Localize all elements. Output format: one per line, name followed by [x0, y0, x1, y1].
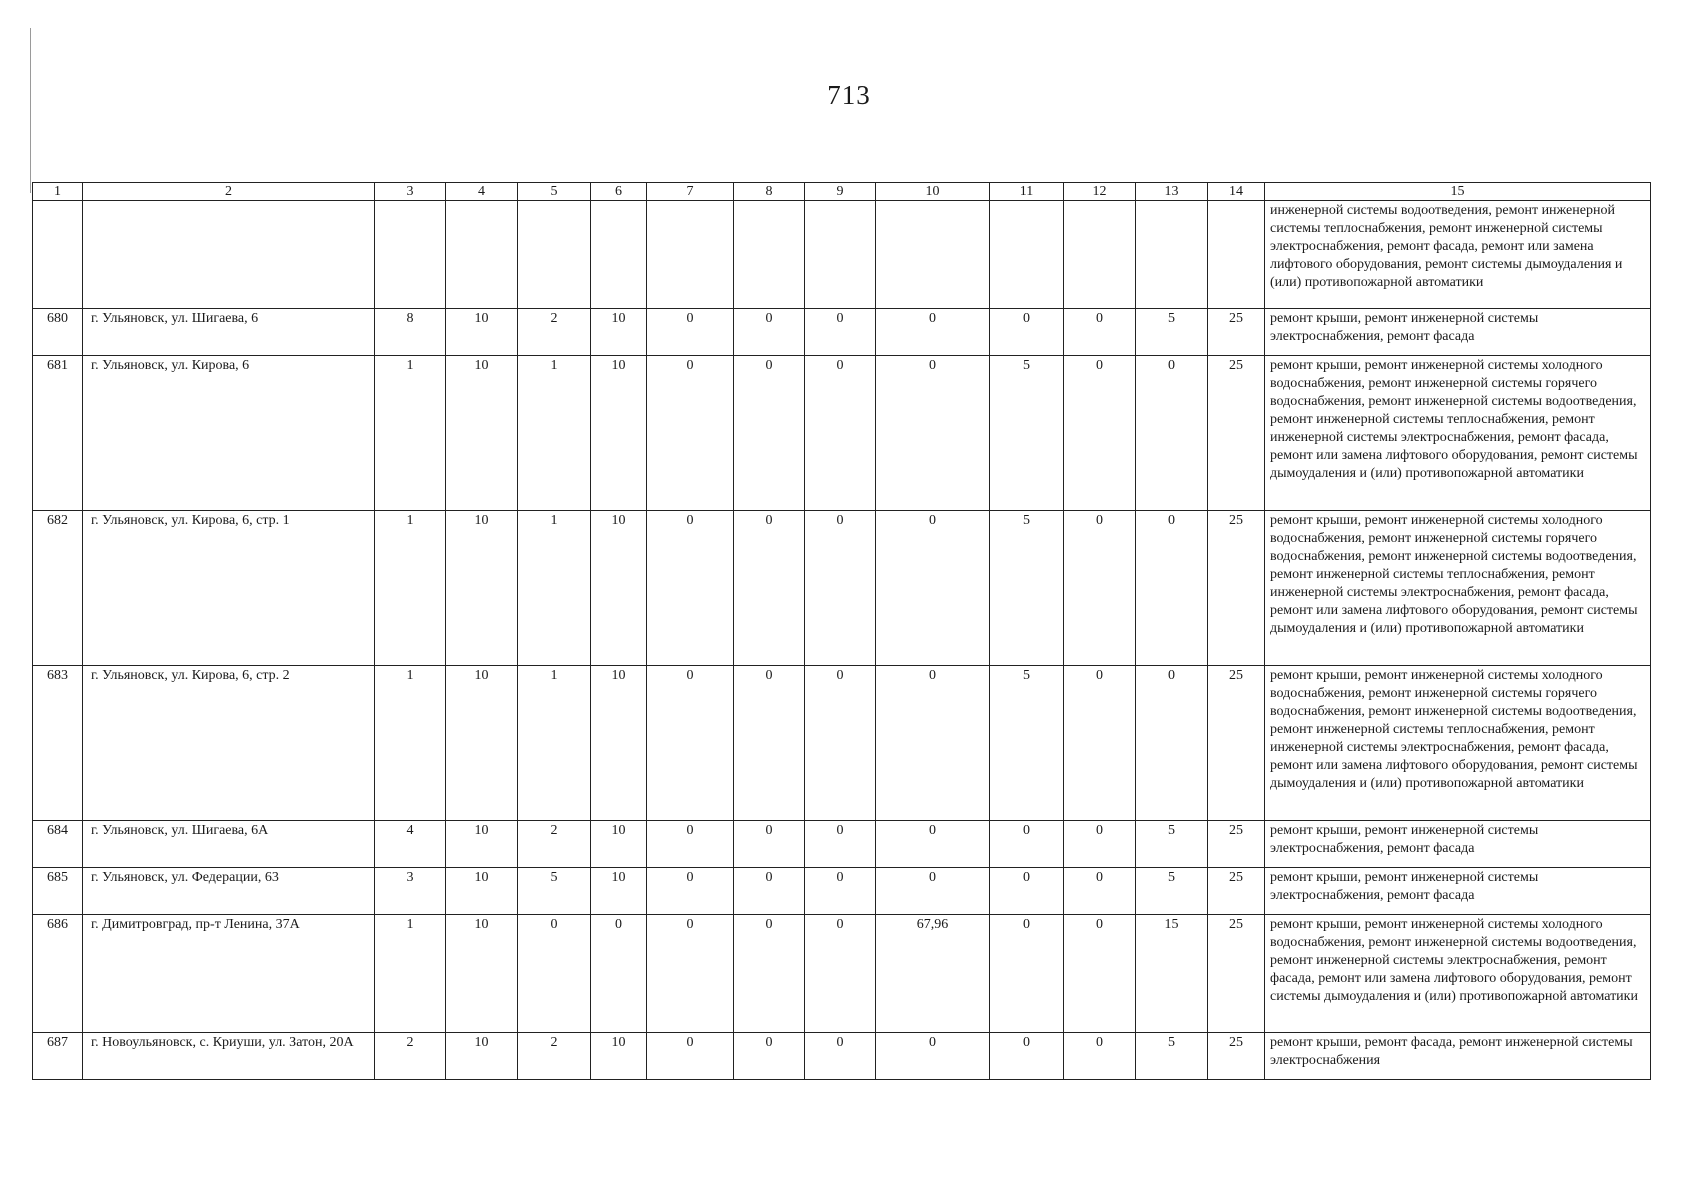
col-4: 10	[446, 868, 518, 915]
address: г. Ульяновск, ул. Шигаева, 6А	[83, 821, 375, 868]
col-6: 10	[591, 821, 647, 868]
col-4: 10	[446, 821, 518, 868]
table-row	[33, 1033, 1651, 1080]
col-11: 0	[990, 868, 1064, 915]
col-9: 0	[805, 666, 876, 821]
address: г. Ульяновск, ул. Кирова, 6	[83, 356, 375, 511]
col-3: 3	[375, 868, 446, 915]
col-12: 0	[1064, 309, 1136, 356]
col-7: 0	[647, 915, 734, 1033]
col-8: 0	[734, 309, 805, 356]
column-header-12: 12	[1064, 183, 1136, 201]
table-row	[33, 666, 1651, 821]
col-10: 0	[876, 511, 990, 666]
col-9: 0	[805, 511, 876, 666]
col-3: 8	[375, 309, 446, 356]
table-row	[33, 511, 1651, 666]
col-11: 0	[990, 821, 1064, 868]
col-8: 0	[734, 1033, 805, 1080]
col-3: 1	[375, 511, 446, 666]
col-10: 0	[876, 868, 990, 915]
col-9: 0	[805, 356, 876, 511]
col-5: 2	[518, 1033, 591, 1080]
col-10: 67,96	[876, 915, 990, 1033]
row-number: 683	[33, 666, 83, 821]
col-12: 0	[1064, 868, 1136, 915]
col-14: 25	[1208, 915, 1265, 1033]
col-7: 0	[647, 309, 734, 356]
col-8: 0	[734, 821, 805, 868]
col-9: 0	[805, 1033, 876, 1080]
row-number: 686	[33, 915, 83, 1033]
col-4: 10	[446, 915, 518, 1033]
col-4: 10	[446, 666, 518, 821]
col-11: 0	[990, 915, 1064, 1033]
col-12: 0	[1064, 821, 1136, 868]
col-5: 1	[518, 356, 591, 511]
column-header-10: 10	[876, 183, 990, 201]
column-header-11: 11	[990, 183, 1064, 201]
col-5: 2	[518, 309, 591, 356]
col-10: 0	[876, 821, 990, 868]
row-number: 685	[33, 868, 83, 915]
col-11: 5	[990, 666, 1064, 821]
col-13: 0	[1136, 356, 1208, 511]
column-header-2: 2	[83, 183, 375, 201]
col-13: 5	[1136, 1033, 1208, 1080]
col-13	[1136, 201, 1208, 309]
col-6	[591, 201, 647, 309]
col-6: 0	[591, 915, 647, 1033]
column-header-4: 4	[446, 183, 518, 201]
col-13: 15	[1136, 915, 1208, 1033]
col-11: 5	[990, 356, 1064, 511]
address	[83, 201, 375, 309]
col-6: 10	[591, 666, 647, 821]
col-7: 0	[647, 511, 734, 666]
col-7: 0	[647, 868, 734, 915]
column-header-5: 5	[518, 183, 591, 201]
table-row	[33, 309, 1651, 356]
col-9: 0	[805, 821, 876, 868]
address: г. Ульяновск, ул. Кирова, 6, стр. 1	[83, 511, 375, 666]
col-7	[647, 201, 734, 309]
col-8: 0	[734, 915, 805, 1033]
table-body	[33, 201, 1651, 1080]
column-number-row	[33, 183, 1651, 201]
col-13: 0	[1136, 666, 1208, 821]
col-5	[518, 201, 591, 309]
col-11: 0	[990, 309, 1064, 356]
row-number: 680	[33, 309, 83, 356]
col-14: 25	[1208, 1033, 1265, 1080]
works-description: ремонт крыши, ремонт инженерной системы холодного водоснабжения, ремонт инженерной системы горячего водоснабжения, ремонт инженерной системы водоотведения, ремонт инженерной системы теплоснабжения, ремонт инженерной системы электроснабжения, ремонт фасада, ремонт или замена лифтового оборудования, ремонт системы дымоудаления и (или) противопожарной автоматики	[1265, 356, 1651, 511]
row-number	[33, 201, 83, 309]
works-description: ремонт крыши, ремонт фасада, ремонт инженерной системы электроснабжения	[1265, 1033, 1651, 1080]
col-8: 0	[734, 666, 805, 821]
table-row	[33, 356, 1651, 511]
repair-plan-table	[32, 182, 1651, 1080]
col-13: 5	[1136, 821, 1208, 868]
works-description: ремонт крыши, ремонт инженерной системы холодного водоснабжения, ремонт инженерной системы горячего водоснабжения, ремонт инженерной системы водоотведения, ремонт инженерной системы теплоснабжения, ремонт инженерной системы электроснабжения, ремонт фасада, ремонт или замена лифтового оборудования, ремонт системы дымоудаления и (или) противопожарной автоматики	[1265, 666, 1651, 821]
col-8: 0	[734, 868, 805, 915]
works-description: ремонт крыши, ремонт инженерной системы электроснабжения, ремонт фасада	[1265, 821, 1651, 868]
col-7: 0	[647, 821, 734, 868]
col-4: 10	[446, 511, 518, 666]
col-14: 25	[1208, 356, 1265, 511]
col-9: 0	[805, 915, 876, 1033]
address: г. Димитровград, пр-т Ленина, 37А	[83, 915, 375, 1033]
column-header-14: 14	[1208, 183, 1265, 201]
col-13: 0	[1136, 511, 1208, 666]
row-number: 684	[33, 821, 83, 868]
col-6: 10	[591, 1033, 647, 1080]
col-3: 1	[375, 915, 446, 1033]
address: г. Ульяновск, ул. Федерации, 63	[83, 868, 375, 915]
page-number: 713	[827, 80, 871, 110]
col-11: 5	[990, 511, 1064, 666]
col-14: 25	[1208, 666, 1265, 821]
col-10	[876, 201, 990, 309]
col-10: 0	[876, 666, 990, 821]
col-10: 0	[876, 309, 990, 356]
address: г. Ульяновск, ул. Шигаева, 6	[83, 309, 375, 356]
col-3: 2	[375, 1033, 446, 1080]
column-header-7: 7	[647, 183, 734, 201]
col-5: 1	[518, 511, 591, 666]
col-5: 0	[518, 915, 591, 1033]
column-header-8: 8	[734, 183, 805, 201]
col-3: 1	[375, 356, 446, 511]
column-header-15: 15	[1265, 183, 1651, 201]
column-header-1: 1	[33, 183, 83, 201]
works-description: инженерной системы водоотведения, ремонт инженерной системы теплоснабжения, ремонт инженерной системы электроснабжения, ремонт фасада, ремонт или замена лифтового оборудования, ремонт системы дымоудаления и (или) противопожарной автоматики	[1265, 201, 1651, 309]
col-12: 0	[1064, 1033, 1136, 1080]
col-14: 25	[1208, 511, 1265, 666]
col-3	[375, 201, 446, 309]
col-13: 5	[1136, 309, 1208, 356]
col-7: 0	[647, 1033, 734, 1080]
col-4: 10	[446, 356, 518, 511]
table-row	[33, 821, 1651, 868]
col-5: 1	[518, 666, 591, 821]
col-8: 0	[734, 511, 805, 666]
col-5: 5	[518, 868, 591, 915]
col-10: 0	[876, 1033, 990, 1080]
col-7: 0	[647, 356, 734, 511]
col-14	[1208, 201, 1265, 309]
works-description: ремонт крыши, ремонт инженерной системы электроснабжения, ремонт фасада	[1265, 868, 1651, 915]
col-9: 0	[805, 309, 876, 356]
row-number: 682	[33, 511, 83, 666]
column-header-3: 3	[375, 183, 446, 201]
col-3: 4	[375, 821, 446, 868]
col-7: 0	[647, 666, 734, 821]
col-5: 2	[518, 821, 591, 868]
col-13: 5	[1136, 868, 1208, 915]
col-6: 10	[591, 511, 647, 666]
works-description: ремонт крыши, ремонт инженерной системы электроснабжения, ремонт фасада	[1265, 309, 1651, 356]
col-8: 0	[734, 356, 805, 511]
col-4	[446, 201, 518, 309]
row-number: 687	[33, 1033, 83, 1080]
col-6: 10	[591, 868, 647, 915]
col-14: 25	[1208, 821, 1265, 868]
col-3: 1	[375, 666, 446, 821]
address: г. Новоульяновск, с. Криуши, ул. Затон, 20А	[83, 1033, 375, 1080]
col-12: 0	[1064, 356, 1136, 511]
table-row	[33, 201, 1651, 309]
col-12: 0	[1064, 666, 1136, 821]
row-number: 681	[33, 356, 83, 511]
col-11	[990, 201, 1064, 309]
col-6: 10	[591, 309, 647, 356]
col-4: 10	[446, 309, 518, 356]
col-4: 10	[446, 1033, 518, 1080]
col-11: 0	[990, 1033, 1064, 1080]
works-description: ремонт крыши, ремонт инженерной системы холодного водоснабжения, ремонт инженерной системы горячего водоснабжения, ремонт инженерной системы водоотведения, ремонт инженерной системы теплоснабжения, ремонт инженерной системы электроснабжения, ремонт фасада, ремонт или замена лифтового оборудования, ремонт системы дымоудаления и (или) противопожарной автоматики	[1265, 511, 1651, 666]
column-header-9: 9	[805, 183, 876, 201]
column-header-13: 13	[1136, 183, 1208, 201]
col-9: 0	[805, 868, 876, 915]
col-6: 10	[591, 356, 647, 511]
col-10: 0	[876, 356, 990, 511]
col-12: 0	[1064, 511, 1136, 666]
works-description: ремонт крыши, ремонт инженерной системы холодного водоснабжения, ремонт инженерной системы водоотведения, ремонт инженерной системы электроснабжения, ремонт фасада, ремонт или замена лифтового оборудования, ремонт системы дымоудаления и (или) противопожарной автоматики	[1265, 915, 1651, 1033]
table-row	[33, 915, 1651, 1033]
col-8	[734, 201, 805, 309]
table-row	[33, 868, 1651, 915]
address: г. Ульяновск, ул. Кирова, 6, стр. 2	[83, 666, 375, 821]
col-14: 25	[1208, 868, 1265, 915]
col-12: 0	[1064, 915, 1136, 1033]
col-12	[1064, 201, 1136, 309]
col-14: 25	[1208, 309, 1265, 356]
col-9	[805, 201, 876, 309]
column-header-6: 6	[591, 183, 647, 201]
